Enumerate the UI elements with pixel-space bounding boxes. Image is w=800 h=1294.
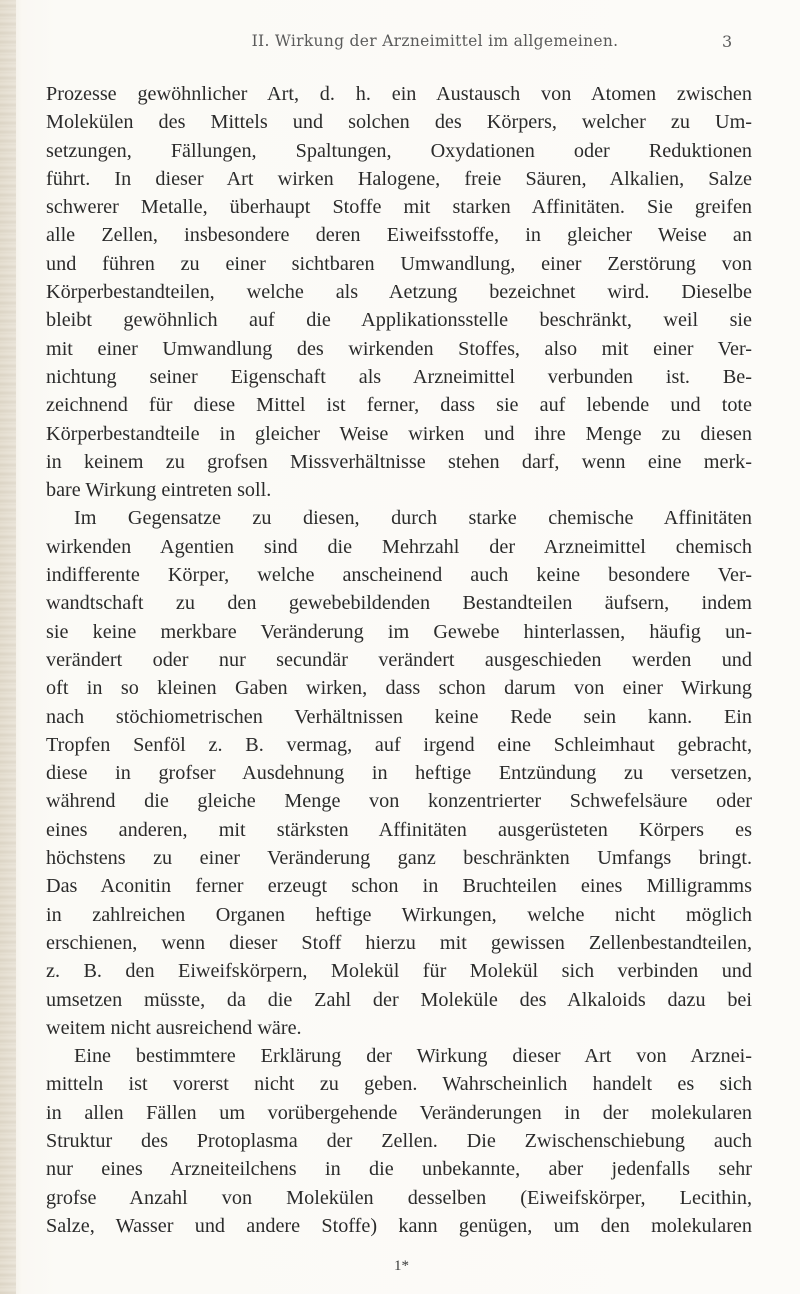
text-line: grofse Anzahl von Molekülen desselben (Eiweifskörper, Lecithin, — [46, 1186, 752, 1209]
text-line: sie keine merkbare Veränderung im Gewebe hinterlassen, häufig un- — [46, 620, 752, 643]
text-line: Salze, Wasser und andere Stoffe) kann genügen, um den molekularen — [46, 1214, 752, 1237]
text-line: Molekülen des Mittels und solchen des Körpers, welcher zu Um- — [46, 111, 752, 134]
text-line: eines anderen, mit stärksten Affinitäten ausgerüsteten Körpers es — [46, 818, 752, 841]
text-line: Tropfen Senföl z. B. vermag, auf irgend eine Schleimhaut gebracht, — [46, 733, 752, 756]
text-line: verändert oder nur secundär verändert ausgeschieden werden und — [46, 648, 752, 671]
text-line: indifferente Körper, welche anscheinend auch keine besondere Ver- — [46, 564, 752, 587]
text-line: wandtschaft zu den gewebebildenden Bestandteilen äufsern, indem — [46, 592, 752, 615]
text-line: Körperbestandteile in gleicher Weise wirken und ihre Menge zu diesen — [46, 422, 752, 445]
text-line: diese in grofser Ausdehnung in heftige Entzündung zu versetzen, — [46, 762, 752, 785]
text-line: bleibt gewöhnlich auf die Applikationsstelle beschränkt, weil sie — [46, 309, 752, 332]
text-line: nach stöchiometrischen Verhältnissen keine Rede sein kann. Ein — [46, 705, 752, 728]
text-line: Eine bestimmtere Erklärung der Wirkung dieser Art von Arznei- — [74, 1045, 752, 1068]
text-line: alle Zellen, insbesondere deren Eiweifsstoffe, in gleicher Weise an — [46, 224, 752, 247]
text-line: setzungen, Fällungen, Spaltungen, Oxydationen oder Reduktionen — [46, 139, 752, 162]
page-binding-edge — [0, 0, 16, 1294]
text-line: in keinem zu grofsen Missverhältnisse stehen darf, wenn eine merk- — [46, 450, 752, 473]
body-text — [46, 80, 752, 1240]
text-line: nur eines Arzneiteilchens in die unbekannte, aber jedenfalls sehr — [46, 1158, 752, 1181]
text-line: Im Gegensatze zu diesen, durch starke chemische Affinitäten — [74, 507, 752, 530]
text-line: Struktur des Protoplasma der Zellen. Die Zwischenschiebung auch — [46, 1129, 752, 1152]
text-line: Das Aconitin ferner erzeugt schon in Bruchteilen eines Milligramms — [46, 875, 752, 898]
text-line: bare Wirkung eintreten soll. — [46, 479, 272, 502]
text-line: mit einer Umwandlung des wirkenden Stoffes, also mit einer Ver- — [46, 337, 752, 360]
text-line: und führen zu einer sichtbaren Umwandlung, einer Zerstörung von — [46, 252, 752, 275]
text-line: mitteln ist vorerst nicht zu geben. Wahrscheinlich handelt es sich — [46, 1073, 752, 1096]
text-line: erschienen, wenn dieser Stoff hierzu mit gewissen Zellenbestandteilen, — [46, 931, 752, 954]
text-line: wirkenden Agentien sind die Mehrzahl der Arzneimittel chemisch — [46, 535, 752, 558]
text-line: Körperbestandteilen, welche als Aetzung bezeichnet wird. Dieselbe — [46, 281, 752, 304]
text-line: schwerer Metalle, überhaupt Stoffe mit starken Affinitäten. Sie greifen — [46, 196, 752, 219]
text-line: weitem nicht ausreichend wäre. — [46, 1016, 302, 1039]
signature-mark: 1* — [394, 1258, 409, 1274]
text-line: umsetzen müsste, da die Zahl der Moleküle des Alkaloids dazu bei — [46, 988, 752, 1011]
text-line: führt. In dieser Art wirken Halogene, freie Säuren, Alkalien, Salze — [46, 167, 752, 190]
page-number: 3 — [722, 32, 733, 51]
text-line: in allen Fällen um vorübergehende Veränderungen in der molekularen — [46, 1101, 752, 1124]
text-line: oft in so kleinen Gaben wirken, dass schon darum von einer Wirkung — [46, 677, 752, 700]
text-line: während die gleiche Menge von konzentrierter Schwefelsäure oder — [46, 790, 752, 813]
text-line: höchstens zu einer Veränderung ganz beschränkten Umfangs bringt. — [46, 847, 752, 870]
text-line: nichtung seiner Eigenschaft als Arzneimittel verbunden ist. Be- — [46, 365, 752, 388]
text-line: in zahlreichen Organen heftige Wirkungen, welche nicht möglich — [46, 903, 752, 926]
running-head: II. Wirkung der Arzneimittel im allgemeinen. — [251, 32, 619, 50]
text-line: z. B. den Eiweifskörpern, Molekül für Molekül sich verbinden und — [46, 960, 752, 983]
text-line: Prozesse gewöhnlicher Art, d. h. ein Austausch von Atomen zwischen — [46, 83, 752, 105]
text-line: zeichnend für diese Mittel ist ferner, dass sie auf lebende und tote — [46, 394, 752, 417]
